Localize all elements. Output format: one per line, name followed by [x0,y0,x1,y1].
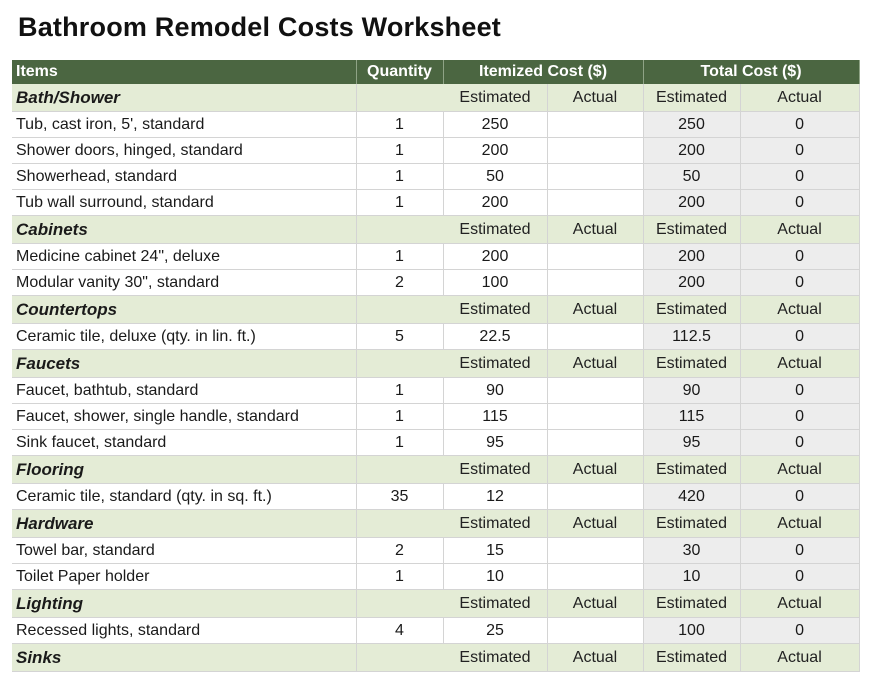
category-row [12,84,859,112]
category-row [12,350,859,378]
itemized-estimated-cell[interactable]: 100 [443,270,547,296]
quantity-cell[interactable]: 1 [356,404,443,430]
itemized-actual-cell[interactable] [547,564,643,590]
total-estimated-label[interactable]: Estimated [643,84,740,112]
total-actual-cell[interactable]: 0 [740,564,859,590]
total-estimated-cell[interactable]: 200 [643,138,740,164]
total-actual-cell[interactable]: 0 [740,378,859,404]
table-row [12,244,859,270]
total-actual-cell[interactable]: 0 [740,404,859,430]
item-name-cell[interactable]: Tub wall surround, standard [12,190,356,216]
cost-table [12,60,860,672]
itemized-actual-cell[interactable] [547,378,643,404]
category-row [12,644,859,672]
header-itemized-cost[interactable]: Itemized Cost ($) [443,60,643,84]
total-actual-cell[interactable]: 0 [740,190,859,216]
header-quantity[interactable]: Quantity [356,60,443,84]
quantity-cell[interactable]: 2 [356,538,443,564]
itemized-estimated-cell[interactable]: 90 [443,378,547,404]
category-name[interactable]: Cabinets [12,216,356,244]
total-actual-label[interactable]: Actual [740,84,859,112]
category-row [12,296,859,324]
table-row [12,564,859,590]
table-row [12,618,859,644]
itemized-estimated-cell[interactable]: 10 [443,564,547,590]
total-estimated-label[interactable]: Estimated [643,216,740,244]
itemized-estimated-label[interactable]: Estimated [443,456,547,484]
category-name[interactable]: Faucets [12,350,356,378]
total-actual-cell[interactable]: 0 [740,538,859,564]
total-actual-cell[interactable]: 0 [740,164,859,190]
total-estimated-cell[interactable]: 200 [643,244,740,270]
itemized-actual-cell[interactable] [547,190,643,216]
total-estimated-cell[interactable]: 90 [643,378,740,404]
category-quantity-cell[interactable] [356,216,443,244]
table-row [12,164,859,190]
total-actual-cell[interactable]: 0 [740,430,859,456]
total-estimated-cell[interactable]: 30 [643,538,740,564]
itemized-estimated-cell[interactable]: 250 [443,112,547,138]
total-estimated-cell[interactable]: 200 [643,190,740,216]
category-quantity-cell[interactable] [356,510,443,538]
total-estimated-cell[interactable]: 10 [643,564,740,590]
category-name[interactable]: Bath/Shower [12,84,356,112]
total-estimated-label[interactable]: Estimated [643,456,740,484]
table-row [12,324,859,350]
total-actual-cell[interactable]: 0 [740,324,859,350]
page-title: Bathroom Remodel Costs Worksheet [18,12,501,42]
total-estimated-cell[interactable]: 95 [643,430,740,456]
itemized-actual-label[interactable]: Actual [547,456,643,484]
quantity-cell[interactable]: 1 [356,564,443,590]
total-actual-label[interactable]: Actual [740,216,859,244]
table-row [12,484,859,510]
itemized-actual-cell[interactable] [547,324,643,350]
total-actual-label[interactable]: Actual [740,644,859,672]
itemized-estimated-cell[interactable]: 95 [443,430,547,456]
category-row [12,590,859,618]
total-estimated-label[interactable]: Estimated [643,350,740,378]
category-name[interactable]: Lighting [12,590,356,618]
total-actual-label[interactable]: Actual [740,510,859,538]
quantity-cell[interactable]: 1 [356,164,443,190]
total-actual-label[interactable]: Actual [740,296,859,324]
itemized-estimated-label[interactable]: Estimated [443,644,547,672]
itemized-estimated-cell[interactable]: 25 [443,618,547,644]
total-actual-cell[interactable]: 0 [740,138,859,164]
table-row [12,138,859,164]
category-name[interactable]: Countertops [12,296,356,324]
itemized-actual-cell[interactable] [547,538,643,564]
category-name[interactable]: Sinks [12,644,356,672]
category-quantity-cell[interactable] [356,350,443,378]
total-actual-cell[interactable]: 0 [740,244,859,270]
itemized-actual-cell[interactable] [547,244,643,270]
item-name-cell[interactable]: Faucet, bathtub, standard [12,378,356,404]
total-estimated-label[interactable]: Estimated [643,296,740,324]
total-actual-label[interactable]: Actual [740,456,859,484]
item-name-cell[interactable]: Showerhead, standard [12,164,356,190]
total-estimated-cell[interactable]: 50 [643,164,740,190]
quantity-cell[interactable]: 1 [356,138,443,164]
table-row [12,378,859,404]
itemized-actual-label[interactable]: Actual [547,350,643,378]
category-quantity-cell[interactable] [356,644,443,672]
header-total-cost[interactable]: Total Cost ($) [643,60,859,84]
category-quantity-cell[interactable] [356,456,443,484]
itemized-actual-label[interactable]: Actual [547,644,643,672]
itemized-actual-label[interactable]: Actual [547,84,643,112]
item-name-cell[interactable]: Towel bar, standard [12,538,356,564]
category-quantity-cell[interactable] [356,84,443,112]
quantity-cell[interactable]: 1 [356,430,443,456]
itemized-estimated-label[interactable]: Estimated [443,296,547,324]
table-header-row [12,60,859,84]
item-name-cell[interactable]: Ceramic tile, deluxe (qty. in lin. ft.) [12,324,356,350]
itemized-actual-cell[interactable] [547,484,643,510]
table-row [12,538,859,564]
itemized-actual-cell[interactable] [547,618,643,644]
table-row [12,270,859,296]
quantity-cell[interactable]: 5 [356,324,443,350]
itemized-estimated-cell[interactable]: 200 [443,190,547,216]
quantity-cell[interactable]: 1 [356,190,443,216]
table-row [12,112,859,138]
item-name-cell[interactable]: Sink faucet, standard [12,430,356,456]
itemized-estimated-cell[interactable]: 200 [443,244,547,270]
total-estimated-cell[interactable]: 100 [643,618,740,644]
total-actual-cell[interactable]: 0 [740,484,859,510]
itemized-actual-cell[interactable] [547,270,643,296]
itemized-estimated-cell[interactable]: 15 [443,538,547,564]
itemized-estimated-label[interactable]: Estimated [443,350,547,378]
category-quantity-cell[interactable] [356,296,443,324]
item-name-cell[interactable]: Medicine cabinet 24", deluxe [12,244,356,270]
table-row [12,404,859,430]
quantity-cell[interactable]: 1 [356,378,443,404]
quantity-cell[interactable]: 35 [356,484,443,510]
category-row [12,456,859,484]
itemized-actual-label[interactable]: Actual [547,590,643,618]
total-actual-cell[interactable]: 0 [740,112,859,138]
item-name-cell[interactable]: Tub, cast iron, 5', standard [12,112,356,138]
total-estimated-cell[interactable]: 420 [643,484,740,510]
total-actual-label[interactable]: Actual [740,350,859,378]
total-estimated-cell[interactable]: 115 [643,404,740,430]
itemized-estimated-label[interactable]: Estimated [443,216,547,244]
itemized-estimated-label[interactable]: Estimated [443,510,547,538]
itemized-estimated-cell[interactable]: 22.5 [443,324,547,350]
total-estimated-cell[interactable]: 250 [643,112,740,138]
category-row [12,216,859,244]
itemized-estimated-cell[interactable]: 115 [443,404,547,430]
itemized-actual-label[interactable]: Actual [547,296,643,324]
itemized-estimated-cell[interactable]: 12 [443,484,547,510]
category-quantity-cell[interactable] [356,590,443,618]
total-actual-cell[interactable]: 0 [740,618,859,644]
itemized-actual-label[interactable]: Actual [547,216,643,244]
total-actual-cell[interactable]: 0 [740,270,859,296]
total-estimated-cell[interactable]: 200 [643,270,740,296]
item-name-cell[interactable]: Recessed lights, standard [12,618,356,644]
itemized-actual-label[interactable]: Actual [547,510,643,538]
category-row [12,510,859,538]
total-estimated-label[interactable]: Estimated [643,644,740,672]
quantity-cell[interactable]: 2 [356,270,443,296]
item-name-cell[interactable]: Toilet Paper holder [12,564,356,590]
itemized-estimated-cell[interactable]: 200 [443,138,547,164]
itemized-actual-cell[interactable] [547,404,643,430]
itemized-estimated-label[interactable]: Estimated [443,84,547,112]
quantity-cell[interactable]: 4 [356,618,443,644]
total-estimated-cell[interactable]: 112.5 [643,324,740,350]
category-name[interactable]: Flooring [12,456,356,484]
itemized-estimated-cell[interactable]: 50 [443,164,547,190]
item-name-cell[interactable]: Shower doors, hinged, standard [12,138,356,164]
table-row [12,190,859,216]
item-name-cell[interactable]: Faucet, shower, single handle, standard [12,404,356,430]
itemized-actual-cell[interactable] [547,138,643,164]
item-name-cell[interactable]: Ceramic tile, standard (qty. in sq. ft.) [12,484,356,510]
quantity-cell[interactable]: 1 [356,244,443,270]
total-estimated-label[interactable]: Estimated [643,590,740,618]
quantity-cell[interactable]: 1 [356,112,443,138]
table-body [12,84,859,672]
total-actual-label[interactable]: Actual [740,590,859,618]
header-items[interactable]: Items [12,60,356,84]
total-estimated-label[interactable]: Estimated [643,510,740,538]
item-name-cell[interactable]: Modular vanity 30", standard [12,270,356,296]
itemized-actual-cell[interactable] [547,112,643,138]
itemized-actual-cell[interactable] [547,164,643,190]
category-name[interactable]: Hardware [12,510,356,538]
itemized-actual-cell[interactable] [547,430,643,456]
itemized-estimated-label[interactable]: Estimated [443,590,547,618]
table-row [12,430,859,456]
